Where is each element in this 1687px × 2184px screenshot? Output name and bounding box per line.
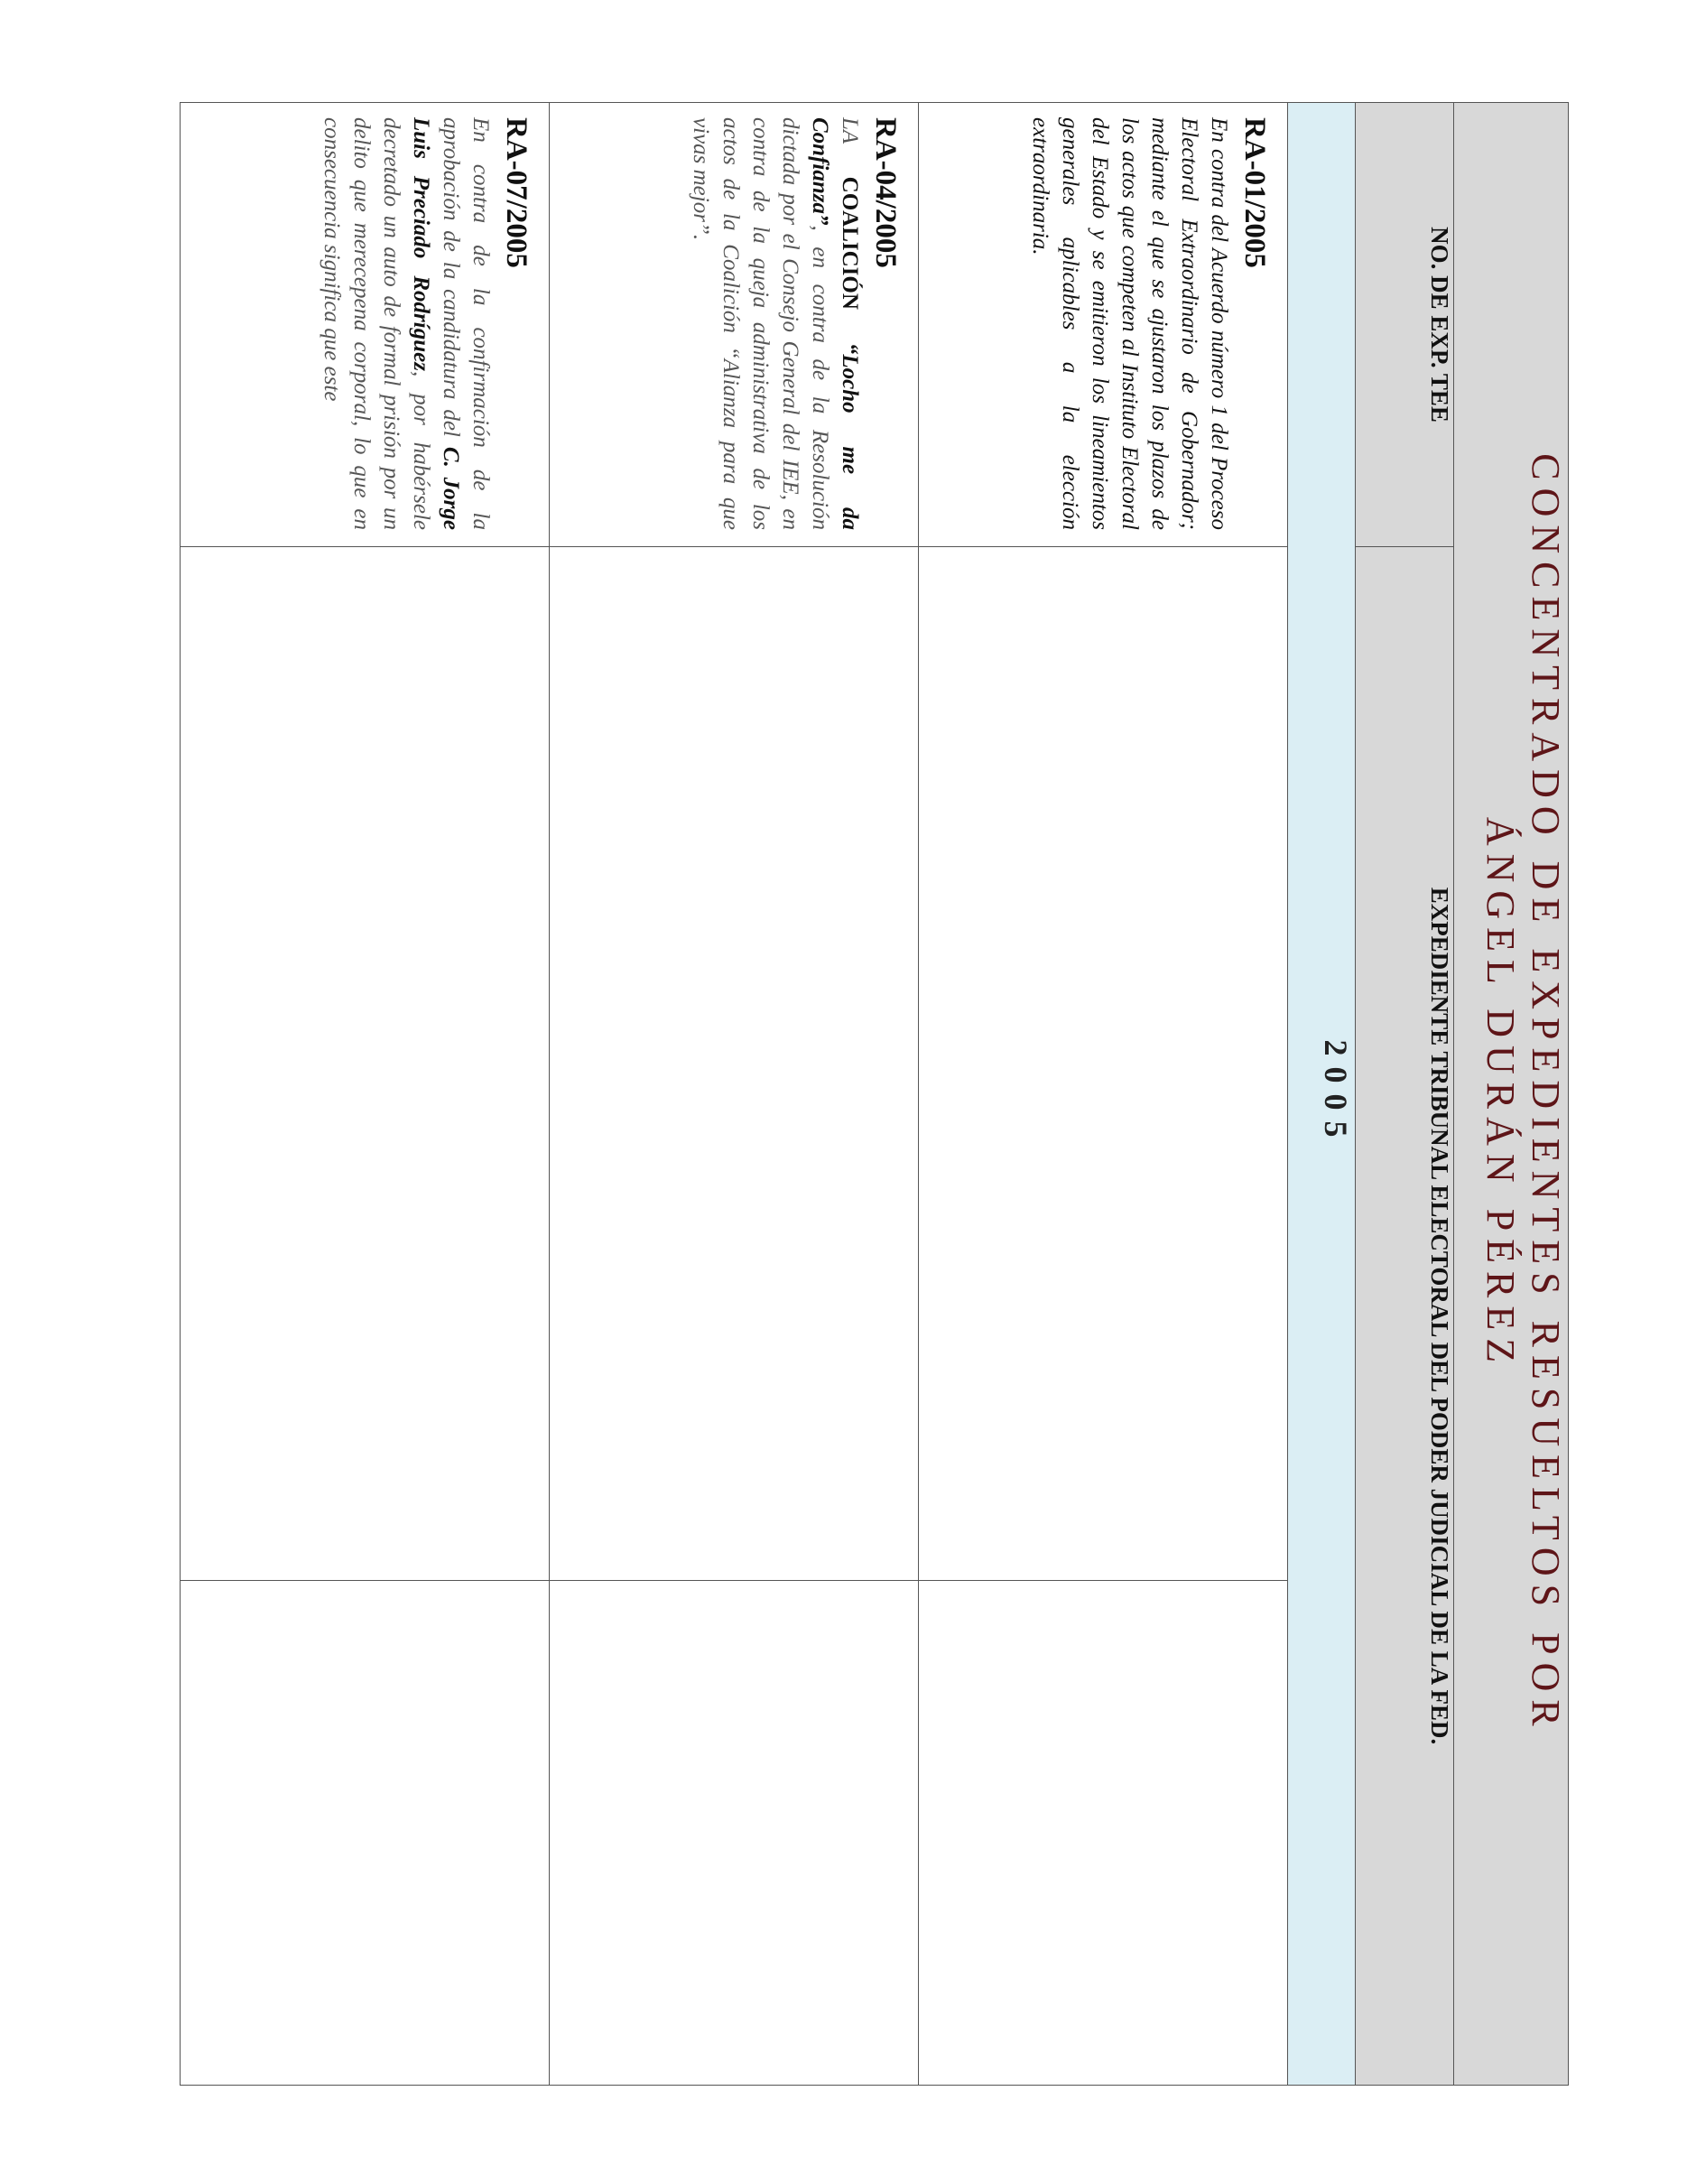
case-number: RA-04/2005 (869, 117, 902, 268)
desc-prefix: LA (838, 117, 862, 177)
header-row (1356, 103, 1454, 2086)
page-title-line2: ÁNGEL DURÁN PÉREZ (1478, 816, 1523, 1371)
empty-cell (919, 1581, 1288, 2086)
case-description: En contra del Acuerdo número 1 del Proceso Electoral Extraordinario de Gobernador; mediante el que se ajustaron los plazos de los actos que competen al Instituto Electoral del Estado y se emitieron los lineamientos generales aplicables a la elección extraordinaria. (1028, 117, 1231, 530)
desc-prefix: En contra de la confirmación de la aprobación de la candidatura del (439, 117, 493, 530)
case-number: RA-01/2005 (1238, 117, 1271, 268)
case-cell (919, 103, 1288, 547)
empty-cell (550, 1581, 919, 2086)
desc-bold-coalicion: COALICIÓN (838, 176, 862, 310)
case-number: RA-07/2005 (500, 117, 533, 268)
rotated-page (125, 102, 1569, 2085)
case-cell (181, 103, 550, 547)
table-row (181, 103, 550, 2086)
table-row (919, 103, 1288, 2086)
page-title-line1: CONCENTRADO DE EXPEDIENTES RESUELTOS POR (1524, 453, 1568, 1734)
year-label: 2005 (1288, 103, 1356, 2086)
table-row (550, 103, 919, 2086)
empty-cell (550, 547, 919, 1581)
empty-cell (181, 547, 550, 1581)
year-row (1288, 103, 1356, 2086)
title-row (1454, 103, 1569, 2086)
col-header-exp-tee: NO. DE EXP. TEE (1356, 103, 1454, 547)
desc-bold-coalition-name: “Locho me da Confianza” (808, 117, 862, 530)
desc-rest: , por habérsele decretado un auto de formal prisión por un delito que merecepena corporal, lo que en consecuencia significa que este (320, 117, 433, 530)
empty-cell (181, 1581, 550, 2086)
case-description (686, 117, 865, 530)
col-header-expediente: EXPEDIENTE TRIBUNAL ELECTORAL DEL PODER JUDICIAL DE LA FED. (1356, 547, 1454, 2086)
empty-cell (919, 547, 1288, 1581)
case-description (317, 117, 496, 530)
case-cell (550, 103, 919, 547)
title-cell (1454, 103, 1569, 2086)
desc-bold-person: C. Jorge Luis Preciado Rodríguez (409, 117, 463, 530)
desc-rest: , en contra de la Resolución dictada por el Consejo General del IEE, en contra de la queja administrativa de los actos de la Coalición “Alianza para que vivas mejor”. (689, 117, 832, 530)
cases-table (180, 102, 1569, 2086)
